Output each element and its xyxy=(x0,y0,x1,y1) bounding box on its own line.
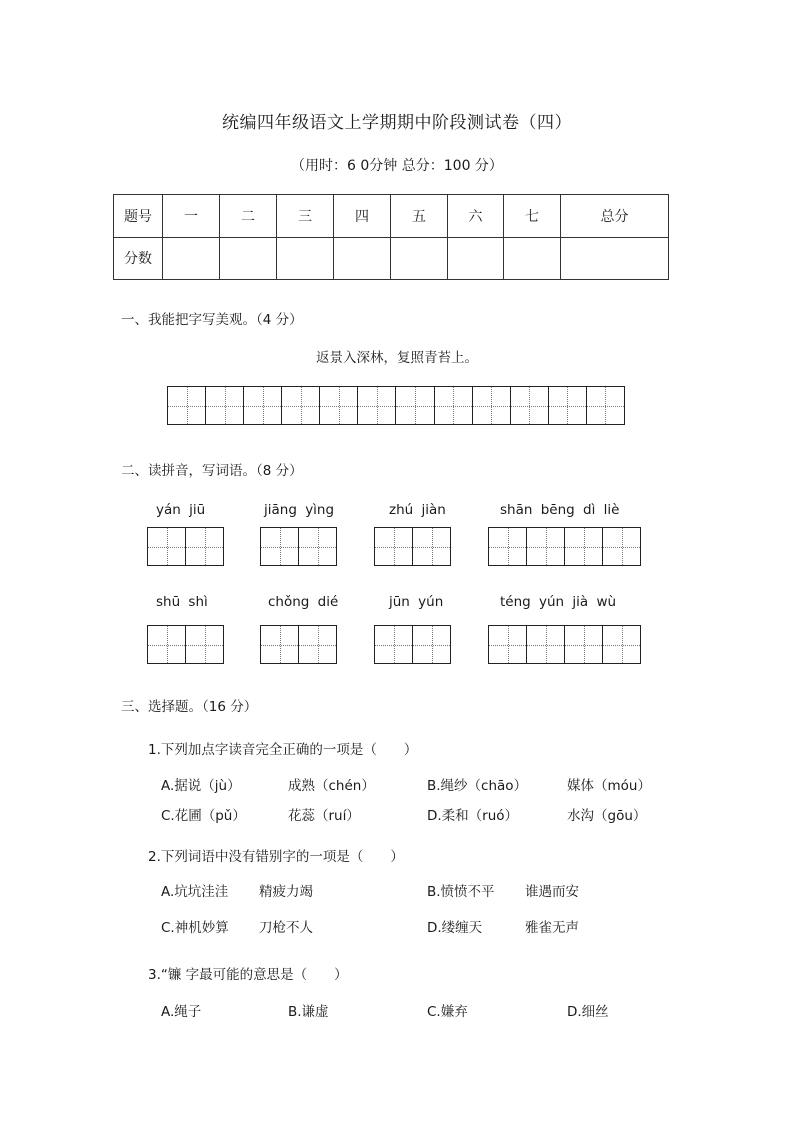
section1-heading: 一、我能把字写美观。（4 分） xyxy=(121,312,303,328)
score-cell[interactable] xyxy=(163,237,220,280)
section3-heading: 三、选择题。（16 分） xyxy=(121,699,258,715)
score-cell[interactable] xyxy=(277,237,334,280)
grid-cell[interactable] xyxy=(527,626,565,663)
score-table-header-row xyxy=(114,195,669,238)
header-cell: 五 xyxy=(391,195,448,238)
question-2-stem: 2.下列词语中没有错别字的一项是（ ） xyxy=(148,849,404,865)
option-d-word: 雅雀无声 xyxy=(525,920,579,936)
grid-cell[interactable] xyxy=(413,626,450,663)
grid-cell[interactable] xyxy=(435,387,473,424)
grid-cell[interactable] xyxy=(375,528,413,565)
pinyin-label: shān bēng dì liè xyxy=(500,502,620,518)
score-cell[interactable] xyxy=(391,237,448,280)
answer-grid[interactable] xyxy=(147,625,224,664)
option-a[interactable]: A.绳子 xyxy=(161,1004,202,1020)
score-cell[interactable] xyxy=(334,237,391,280)
writing-grid[interactable] xyxy=(167,386,625,425)
score-cell[interactable] xyxy=(448,237,504,280)
header-cell: 总分 xyxy=(561,195,669,238)
question-3-stem: 3.“镰 字最可能的意思是（ ） xyxy=(148,967,348,983)
pinyin-label: shū shì xyxy=(156,594,208,610)
grid-cell[interactable] xyxy=(282,387,320,424)
answer-grid[interactable] xyxy=(147,527,224,566)
header-cell: 七 xyxy=(504,195,561,238)
header-cell: 三 xyxy=(277,195,334,238)
poem-line: 返景入深林，复照青苔上。 xyxy=(316,350,478,366)
header-cell: 四 xyxy=(334,195,391,238)
option-d[interactable]: D.柔和（ruó） xyxy=(427,808,519,824)
grid-cell[interactable] xyxy=(299,626,336,663)
grid-cell[interactable] xyxy=(244,387,282,424)
grid-cell[interactable] xyxy=(565,528,603,565)
option-b[interactable]: B.绳纱（chāo） xyxy=(427,778,528,794)
score-cell[interactable] xyxy=(504,237,561,280)
total-score-cell[interactable] xyxy=(561,237,669,280)
grid-cell[interactable] xyxy=(489,528,527,565)
grid-cell[interactable] xyxy=(148,626,186,663)
grid-cell[interactable] xyxy=(413,528,450,565)
header-cell: 一 xyxy=(163,195,220,238)
score-cell[interactable] xyxy=(220,237,277,280)
option-c[interactable]: C.花圃（pǔ） xyxy=(161,808,246,824)
grid-cell[interactable] xyxy=(549,387,587,424)
grid-cell[interactable] xyxy=(186,626,223,663)
option-c-word: 刀枪不人 xyxy=(259,920,313,936)
grid-cell[interactable] xyxy=(299,528,336,565)
pinyin-label: zhú jiàn xyxy=(389,502,446,518)
grid-cell[interactable] xyxy=(186,528,223,565)
option-c-word: 花蕊（ruí） xyxy=(288,808,360,824)
score-table xyxy=(113,194,669,280)
grid-cell[interactable] xyxy=(261,528,299,565)
option-a-word: 精疲力竭 xyxy=(259,884,313,900)
grid-cell[interactable] xyxy=(565,626,603,663)
page-title: 统编四年级语文上学期期中阶段测试卷（四） xyxy=(222,113,572,133)
answer-grid[interactable] xyxy=(488,625,641,664)
grid-cell[interactable] xyxy=(148,528,186,565)
grid-cell[interactable] xyxy=(168,387,206,424)
pinyin-label: jiāng yìng xyxy=(264,502,335,518)
option-c[interactable]: C.神机妙算 xyxy=(161,920,229,936)
answer-grid[interactable] xyxy=(260,625,337,664)
grid-cell[interactable] xyxy=(261,626,299,663)
header-cell: 题号 xyxy=(114,195,163,238)
option-b-word: 谁遇而安 xyxy=(525,884,579,900)
section2-heading: 二、读拼音，写词语。（8 分） xyxy=(121,463,303,479)
question-1-stem: 1.下列加点字读音完全正确的一项是（ ） xyxy=(148,742,418,758)
grid-cell[interactable] xyxy=(603,528,640,565)
grid-cell[interactable] xyxy=(206,387,244,424)
option-d-word: 水沟（gōu） xyxy=(567,808,647,824)
grid-cell[interactable] xyxy=(489,626,527,663)
grid-cell[interactable] xyxy=(396,387,434,424)
option-c[interactable]: C.嫌弃 xyxy=(427,1004,468,1020)
option-b-word: 媒体（móu） xyxy=(567,778,651,794)
grid-cell[interactable] xyxy=(511,387,549,424)
option-a[interactable]: A.坑坑洼洼 xyxy=(161,884,229,900)
pinyin-label: chǒng dié xyxy=(268,594,339,610)
exam-info: （用时：6 0分钟 总分：100 分） xyxy=(291,158,503,174)
grid-cell[interactable] xyxy=(473,387,511,424)
option-b[interactable]: B.谦虚 xyxy=(288,1004,329,1020)
option-a-word: 成熟（chén） xyxy=(288,778,375,794)
option-d[interactable]: D.细丝 xyxy=(567,1004,609,1020)
grid-cell[interactable] xyxy=(375,626,413,663)
option-d[interactable]: D.缕缠天 xyxy=(427,920,483,936)
pinyin-label: jūn yún xyxy=(389,594,444,610)
grid-cell[interactable] xyxy=(527,528,565,565)
option-a[interactable]: A.据说（jù） xyxy=(161,778,241,794)
grid-cell[interactable] xyxy=(358,387,396,424)
pinyin-label: yán jiū xyxy=(156,502,206,518)
pinyin-label: téng yún jià wù xyxy=(500,594,617,610)
row-label: 分数 xyxy=(114,237,163,280)
option-b[interactable]: B.愤愤不平 xyxy=(427,884,495,900)
answer-grid[interactable] xyxy=(488,527,641,566)
header-cell: 二 xyxy=(220,195,277,238)
answer-grid[interactable] xyxy=(374,527,451,566)
grid-cell[interactable] xyxy=(320,387,358,424)
grid-cell[interactable] xyxy=(603,626,640,663)
answer-grid[interactable] xyxy=(374,625,451,664)
score-table-score-row xyxy=(114,237,669,280)
answer-grid[interactable] xyxy=(260,527,337,566)
grid-cell[interactable] xyxy=(587,387,624,424)
header-cell: 六 xyxy=(448,195,504,238)
